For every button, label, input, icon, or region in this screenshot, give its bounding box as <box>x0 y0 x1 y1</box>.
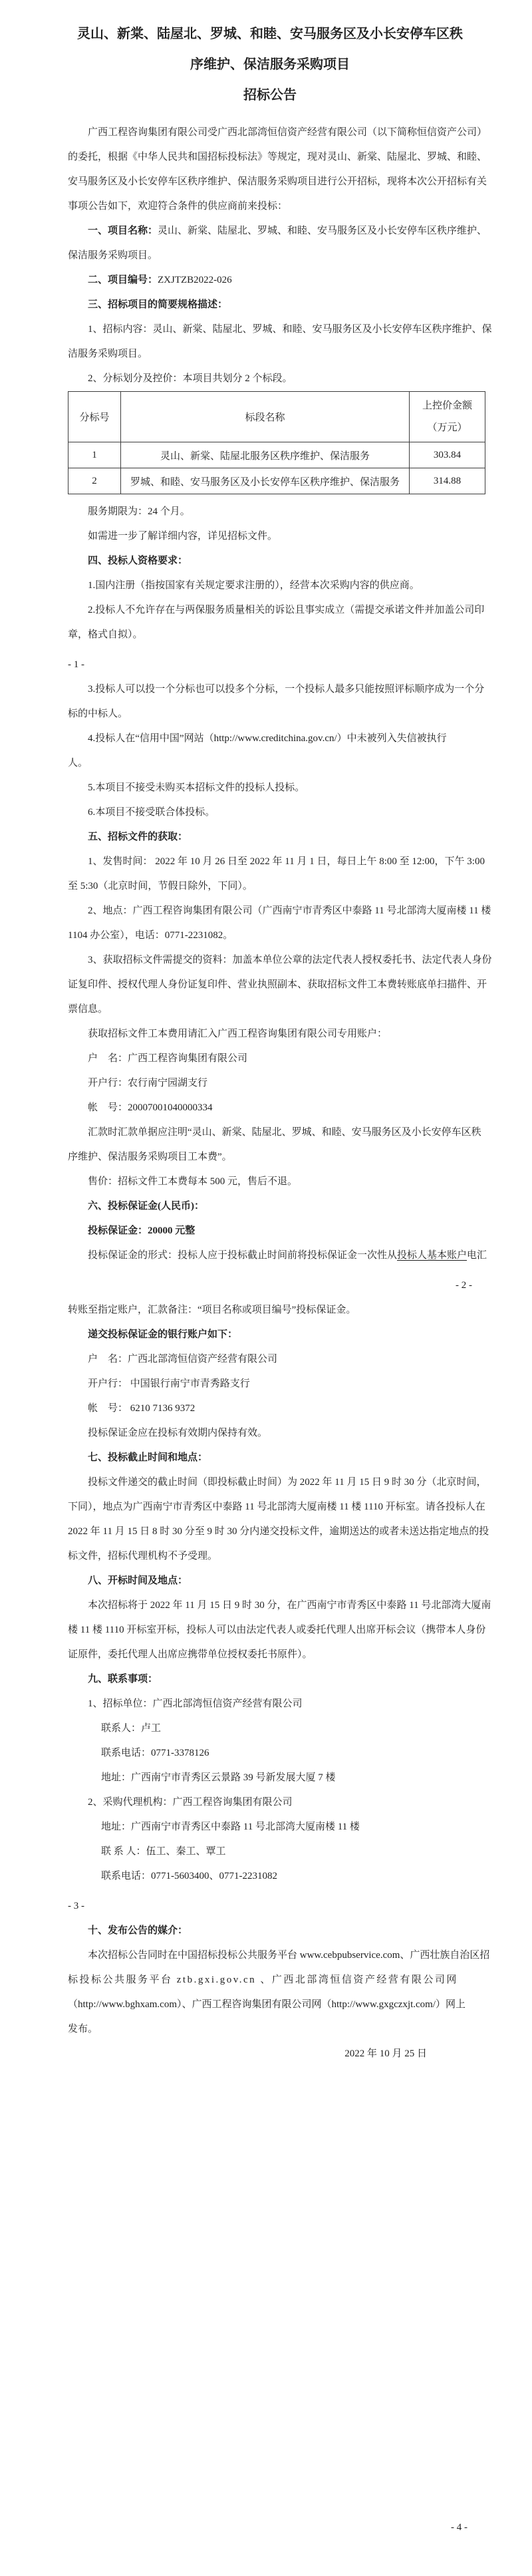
section-7-line-1: 投标文件递交的截止时间（即投标截止时间）为 2022 年 11 月 15 日 9 时 30 分（北京时间， <box>88 1477 487 1488</box>
section-7-line-4: 标文件，招标代理机构不予受理。 <box>68 1551 218 1561</box>
section-5-item-3-line-1: 3、获取招标文件需提交的资料：加盖本单位公章的法定代表人授权委托书、法定代表人身份 <box>88 955 492 965</box>
section-4-item-3-line-1: 3.投标人可以投一个分标也可以投多个分标，一个投标人最多只能按照评标顺序成为一个分 <box>88 684 485 695</box>
bond-account-number: 帐 号： 6210 7136 9372 <box>88 1403 196 1414</box>
page-3-marker: - 3 - <box>68 1901 84 1911</box>
title-line-1: 灵山、新棠、陆屋北、罗城、和睦、安马服务区及小长安停车区秩 <box>77 27 463 41</box>
table-header-row <box>68 392 485 442</box>
section-10-line-4: 发布。 <box>68 2024 98 2034</box>
section-7-line-3: 2022 年 11 月 15 日 8 时 30 分至 9 时 30 分内递交投标文件，逾期送达的或者未送达指定地点的投 <box>68 1526 489 1537</box>
page-4-marker: - 4 - <box>451 2522 467 2533</box>
section-4-heading: 四、投标人资格要求： <box>88 556 188 566</box>
fee-account-name: 户 名：广西工程咨询集团有限公司 <box>88 1053 248 1064</box>
section-10-line-3: （http://www.bghxam.com）、广西工程咨询集团有限公司网（http://www.gxgczxjt.com/）网上 <box>68 1999 466 2010</box>
table-row <box>68 442 485 468</box>
section-3-item-2: 2、分标划分及控价：本项目共划分 2 个标段。 <box>88 373 293 384</box>
section-7-heading: 七、投标截止时间和地点： <box>88 1452 208 1463</box>
remit-note-line-1: 汇款时汇款单据应注明“灵山、新棠、陆屋北、罗城、和睦、安马服务区及小长安停车区秩 <box>88 1127 481 1138</box>
section-5-item-3-line-3: 票信息。 <box>68 1004 108 1015</box>
section-5-heading: 五、招标文件的获取： <box>88 832 188 842</box>
bid-bond-account-subheading: 递交投标保证金的银行账户如下： <box>88 1329 238 1340</box>
section-2-project-number <box>68 268 472 293</box>
section-3-item-1-line-2: 洁服务采购项目。 <box>68 349 148 359</box>
section-10-line-1: 本次招标公告同时在中国招标投标公共服务平台 www.cebpubservice.com、广西壮族自治区招 <box>88 1950 490 1961</box>
section-name-cell: 罗城、和睦、安马服务区及小长安停车区秩序维护、保洁服务 <box>121 468 410 494</box>
section-5-item-1-line-2: 至 5:30（北京时间，节假日除外，下同）。 <box>68 881 253 891</box>
page-1-marker: - 1 - <box>68 659 84 670</box>
bond-account-bank: 开户行： 中国银行南宁市青秀路支行 <box>88 1378 250 1389</box>
section-4-item-3-line-2: 标的中标人。 <box>68 709 128 719</box>
document-title <box>68 19 472 110</box>
section-10-line-2: 标投标公共服务平台 ztb.gxi.gov.cn 、广西北部湾恒信资产经营有限公司网 <box>68 1975 458 1985</box>
lot-number-cell: 1 <box>68 442 121 468</box>
section-8-line-2: 楼 11 楼 1110 开标室开标，投标人可以由法定代表人或委托代理人出席开标会议（携带本人身份 <box>68 1625 486 1635</box>
section-4-item-5: 5.本项目不接受未购买本招标文件的投标人投标。 <box>88 782 305 793</box>
section-3-item-1-line-1: 1、招标内容：灵山、新棠、陆屋北、罗城、和睦、安马服务区及小长安停车区秩序维护、保 <box>88 324 492 335</box>
title-line-2: 序维护、保洁服务采购项目 <box>190 57 350 72</box>
project-name-text: 灵山、新棠、陆屋北、罗城、和睦、安马服务区及小长安停车区秩序维护、 <box>158 226 487 236</box>
header-section-name: 标段名称 <box>121 392 410 442</box>
title-line-3: 招标公告 <box>243 88 297 102</box>
tenderer-line: 1、招标单位：广西北部湾恒信资产经营有限公司 <box>88 1698 303 1709</box>
section-6-heading: 六、投标保证金(人民币)： <box>88 1201 204 1211</box>
section-4-item-2-line-1: 2.投标人不允许存在与两保服务质量相关的诉讼且事实成立（需提交承诺文件并加盖公司印 <box>88 605 485 615</box>
control-price-cell: 314.88 <box>410 468 485 494</box>
announcement-date: 2022 年 10 月 25 日 <box>344 2048 427 2059</box>
section-5-item-1-line-1: 1、发售时间： 2022 年 10 月 26 日至 2022 年 11 月 1 日，每日上午 8:00 至 12:00，下午 3:00 <box>88 856 485 867</box>
bid-bond-form-prefix: 投标保证金的形式：投标人应于投标截止时间前将投标保证金一次性从 <box>88 1250 398 1261</box>
section-4-item-4-line-1: 4.投标人在“信用中国”网站（http://www.creditchina.gov.cn/）中未被列入失信被执行 <box>88 733 447 744</box>
bid-bond-basic-account-underlined: 投标人基本账户 <box>397 1250 467 1261</box>
tenderer-address: 地址：广西南宁市青秀区云景路 39 号新发展大厦 7 楼 <box>101 1772 336 1783</box>
tenderer-phone: 联系电话：0771-3378126 <box>101 1748 209 1758</box>
project-number-value: ZXJTZB2022-026 <box>158 275 232 285</box>
agency-line: 2、采购代理机构：广西工程咨询集团有限公司 <box>88 1797 293 1808</box>
bond-validity-line: 投标保证金应在投标有效期内保持有效。 <box>88 1428 268 1438</box>
section-3-heading: 三、招标项目的简要规格描述： <box>88 299 228 310</box>
section-9-heading: 九、联系事项： <box>88 1674 158 1685</box>
section-name-cell: 灵山、新棠、陆屋北服务区秩序维护、保洁服务 <box>121 442 410 468</box>
more-info-line: 如需进一步了解详细内容，详见招标文件。 <box>88 531 278 542</box>
section-8-line-3: 证原件，委托代理人出席应携带单位授权委托书原件）。 <box>68 1649 313 1660</box>
agency-contact: 联 系 人：伍工、秦工、覃工 <box>101 1846 226 1857</box>
section-5-item-2-line-2: 1104 办公室），电话：0771-2231082。 <box>68 930 233 941</box>
header-control-price <box>410 392 485 442</box>
fee-account-number: 帐 号：20007001040000334 <box>88 1102 213 1113</box>
bid-sections-table <box>68 391 485 494</box>
lot-number-cell: 2 <box>68 468 121 494</box>
header-lot-number: 分标号 <box>68 392 121 442</box>
intro-line-2: 的委托，根据《中华人民共和国招标投标法》等规定，现对灵山、新棠、陆屋北、罗城、和睦、 <box>68 152 487 162</box>
intro-line-3: 安马服务区及小长安停车区秩序维护、保洁服务采购项目进行公开招标，现将本次公开招标有关 <box>68 176 487 187</box>
bid-bond-amount-line: 投标保证金：20000 元整 <box>88 1225 196 1236</box>
header-control-price-line-2: （万元） <box>427 422 467 433</box>
bid-bond-form-line-2: 转账至指定账户，汇款备注：“项目名称或项目编号”投标保证金。 <box>68 1305 356 1315</box>
section-4-item-1: 1.国内注册（指按国家有关规定要求注册的），经营本次采购内容的供应商。 <box>88 580 420 591</box>
fee-account-bank: 开户行：农行南宁园湖支行 <box>88 1078 208 1088</box>
section-4-item-2-line-2: 章，格式自拟）。 <box>68 629 143 640</box>
agency-phone: 联系电话：0771-5603400、0771-2231082 <box>101 1871 277 1881</box>
tenderer-contact: 联系人：卢工 <box>101 1723 162 1734</box>
service-period-line: 服务期限为：24 个月。 <box>88 506 190 517</box>
section-7-line-2: 下同），地点为广西南宁市青秀区中泰路 11 号北部湾大厦南楼 11 楼 1110 开标室。请各投标人在 <box>68 1502 485 1512</box>
section-5-item-3-line-2: 证复印件、授权代理人身份证复印件、营业执照副本、获取招标文件工本费转账底单扫描件、开 <box>68 979 487 990</box>
section-2-heading: 二、项目编号： <box>88 275 158 285</box>
table-row <box>68 468 485 494</box>
document-fee-remit-line: 获取招标文件工本费用请汇入广西工程咨询集团有限公司专用账户： <box>88 1029 388 1039</box>
section-5-item-2-line-1: 2、地点：广西工程咨询集团有限公司（广西南宁市青秀区中泰路 11 号北部湾大厦南楼 11 楼 <box>88 905 491 916</box>
section-4-item-4-line-2: 人。 <box>68 758 88 768</box>
bond-account-name: 户 名：广西北部湾恒信资产经营有限公司 <box>88 1354 278 1365</box>
control-price-cell: 303.84 <box>410 442 485 468</box>
project-name-text-line-2: 保洁服务采购项目。 <box>68 250 158 261</box>
section-1-heading: 一、项目名称： <box>88 226 158 236</box>
section-8-line-1: 本次招标将于 2022 年 11 月 15 日 9 时 30 分，在广西南宁市青秀区中泰路 11 号北部湾大厦南 <box>88 1600 491 1611</box>
section-4-item-6: 6.本项目不接受联合体投标。 <box>88 807 215 818</box>
section-8-heading: 八、开标时间及地点： <box>88 1575 188 1586</box>
page-2-marker: - 2 - <box>456 1280 472 1291</box>
header-control-price-line-1: 上控价金额 <box>422 400 472 411</box>
section-1-project-name <box>68 219 487 243</box>
bid-bond-form-suffix: 电汇 <box>467 1250 487 1261</box>
intro-line-4: 事项公告如下，欢迎符合条件的供应商前来投标： <box>68 201 288 212</box>
remit-note-line-2: 序维护、保洁服务采购项目工本费”。 <box>68 1152 232 1162</box>
intro-line-1: 广西工程咨询集团有限公司受广西北部湾恒信资产经营有限公司（以下简称恒信资产公司） <box>88 127 487 138</box>
bid-bond-form-line-1 <box>68 1243 487 1268</box>
section-10-heading: 十、发布公告的媒介： <box>88 1925 188 1936</box>
agency-address: 地址：广西南宁市青秀区中泰路 11 号北部湾大厦南楼 11 楼 <box>101 1822 360 1832</box>
document-price-line: 售价：招标文件工本费每本 500 元，售后不退。 <box>88 1176 298 1187</box>
